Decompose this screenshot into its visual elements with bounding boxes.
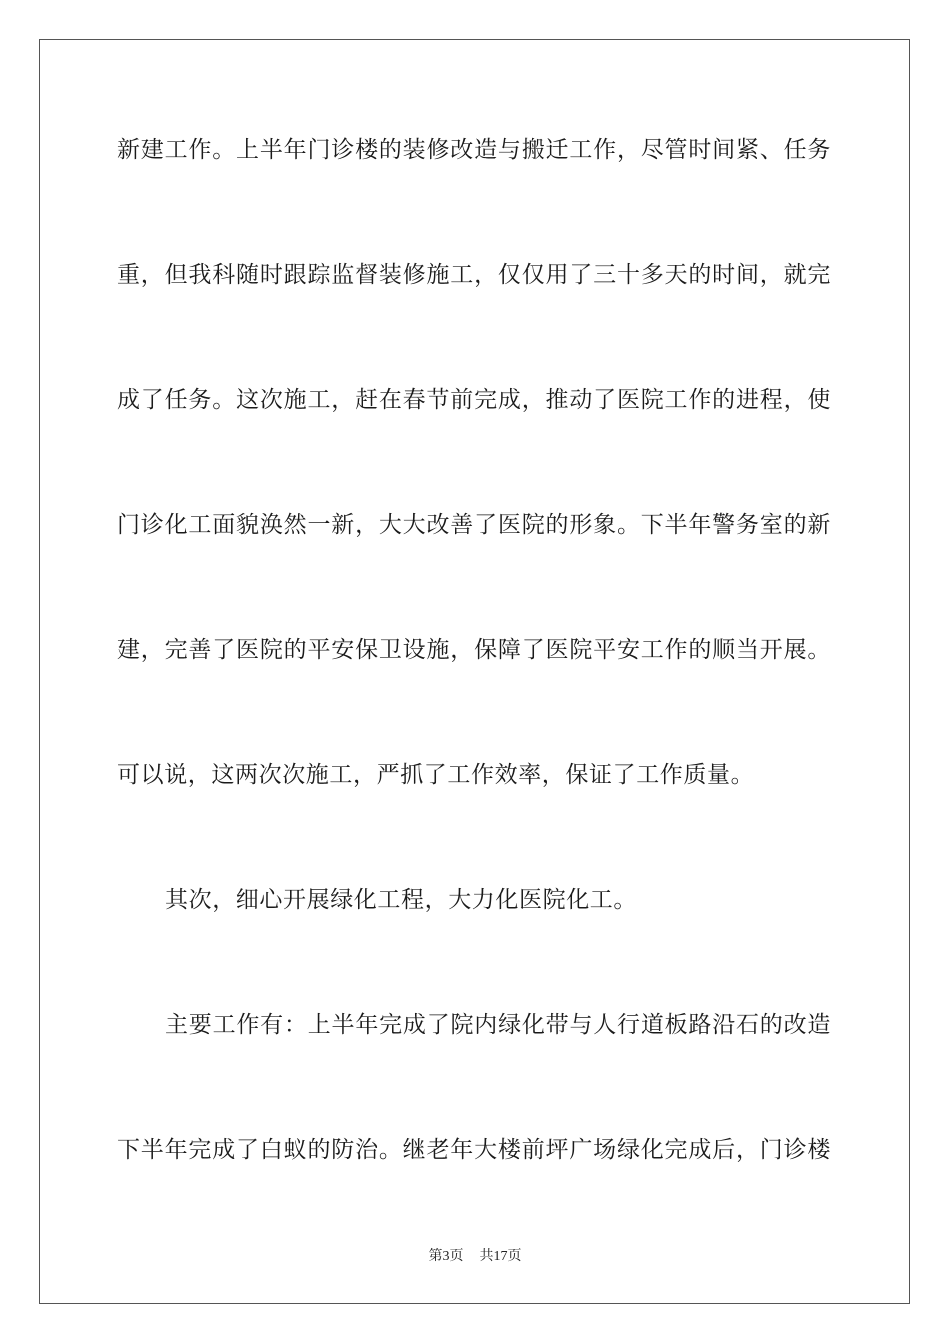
body-text-line: 新建工作。上半年门诊楼的装修改造与搬迁工作，尽管时间紧、任务: [117, 137, 831, 163]
page-footer: [0, 1248, 950, 1266]
paragraph-first-line: 其次，细心开展绿化工程，大力化医院化工。: [165, 887, 637, 913]
paragraph-first-line: 主要工作有：上半年完成了院内绿化带与人行道板路沿石的改造: [165, 1012, 831, 1038]
body-text-line: 门诊化工面貌涣然一新，大大改善了医院的形象。下半年警务室的新: [117, 512, 831, 538]
body-text-line: 可以说，这两次次施工，严抓了工作效率，保证了工作质量。: [117, 762, 755, 788]
page-total: 共17页: [479, 1249, 522, 1264]
body-text-line: 建，完善了医院的平安保卫设施，保障了医院平安工作的顺当开展。: [117, 637, 831, 663]
body-text-line: 重，但我科随时跟踪监督装修施工，仅仅用了三十多天的时间，就完: [117, 262, 831, 288]
page-number: 第3页: [428, 1249, 464, 1264]
page-border: [39, 39, 910, 1304]
body-text-line: 下半年完成了白蚁的防治。继老年大楼前坪广场绿化完成后，门诊楼: [117, 1137, 831, 1163]
body-text-line: 成了任务。这次施工，赶在春节前完成，推动了医院工作的进程，使: [117, 387, 831, 413]
